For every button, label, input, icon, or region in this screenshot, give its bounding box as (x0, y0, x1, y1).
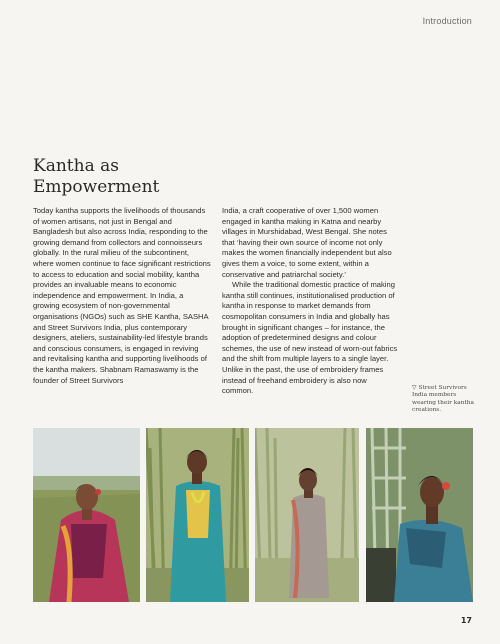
caption-text: Street Survivors India members wearing their kantha creations. (412, 385, 474, 414)
body-paragraph: While the traditional domestic practice of making kantha still continues, institutionalised production of kantha in response to market demands from cosmopolitan consumers in India and globally has brought in significant changes – for instance, the adoption of predetermined designs and colour schemes, the use of new instead of worn-out fabrics and the shift from multiple layers to a single layer. Unlike in the past, the use of embroidery frames instead of freehand embroidery is also now common. (222, 280, 398, 396)
photo-caption (412, 385, 474, 415)
body-paragraph: Today kantha supports the livelihoods of thousands of women artisans, not just in Bengal and Bangladesh but also across India, responding to the growing demand from collectors and connoisseurs globally. In the rural milieu of the subcontinent, where women continue to face significant restrictions to access to education and social mobility, kantha provides an invaluable means to economic independence and empowerment. In India, a growing ecosystem of non-governmental organisations (NGOs) such as SHE Kantha, SASHA and Street Survivors India, plus contemporary designers, ateliers, sustainability-led lifestyle brands and conscious consumers, is engaged in reviving and revitalising kantha and supporting livelihoods of the kantha makers. Shabnam Ramaswamy is the founder of Street Survivors (33, 206, 211, 385)
title-line-1: Kantha as (33, 156, 119, 176)
page-number: 17 (460, 616, 472, 625)
body-column-left (33, 206, 211, 386)
article-title (33, 156, 159, 198)
body-column-right (222, 206, 400, 397)
photo-woman-pink-sari (33, 428, 140, 602)
photo-woman-teal-sari (146, 428, 249, 602)
down-triangle-icon: ▽ (412, 385, 417, 391)
title-line-2: Empowerment (33, 177, 160, 197)
photo-woman-blue-sari (366, 428, 473, 602)
photo-woman-grey-sari (255, 428, 359, 602)
body-paragraph: India, a craft cooperative of over 1,500 women engaged in kantha making in Katna and nearby villages in Murshidabad, West Bengal. She notes that ‘having their own source of income not only makes the women financially independent but also gives them a voice, to some extent, within a conservative and patriarchal society.’ (222, 206, 392, 279)
running-head: Introduction (422, 16, 472, 26)
